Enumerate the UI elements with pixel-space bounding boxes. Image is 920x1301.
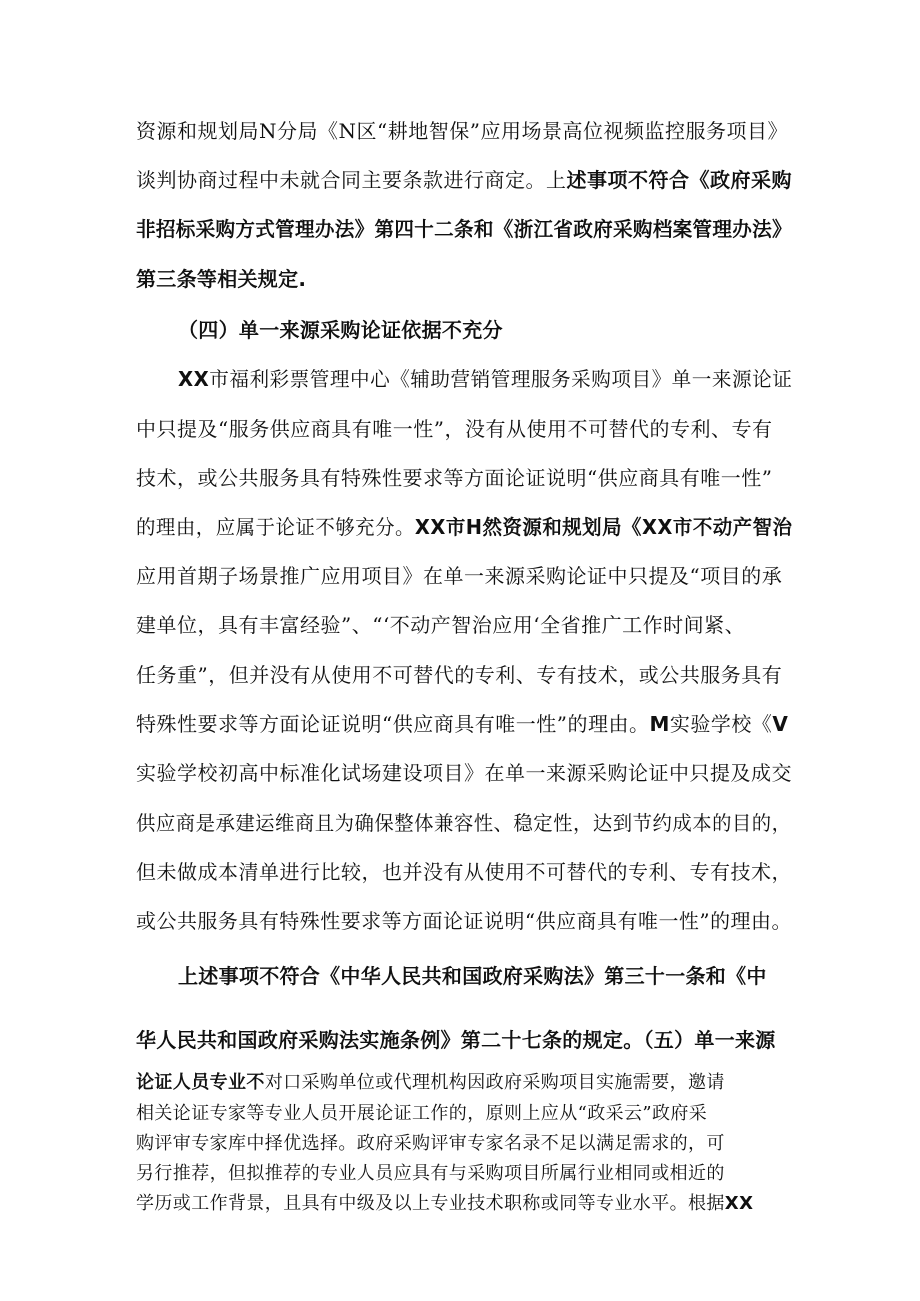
p2-line-8-text: 特殊性要求等方面论证说明“供应商具有唯一性”的理由。 (136, 712, 650, 736)
p4-line-4: 另行推荐，但拟推荐的专业人员应具有与采购项目所属行业相同或相近的 (136, 1163, 725, 1184)
p1-line-1: 资源和规划局N分局《N区“耕地智保”应用场景高位视频监控服务项目》 (136, 119, 788, 143)
p2-line-1 (178, 364, 792, 394)
p2-line-5: 应用首期子场景推广应用项目》在单一来源采购论证中只提及“项目的承 (136, 564, 783, 588)
p2-line-8-m: M (649, 712, 670, 736)
p2-line-11: 但未做成本清单进行比较，也并没有从使用不可替代的专利、专有技术， (136, 860, 792, 884)
p4-line-1-bold: 论证人员专业不 (136, 1072, 265, 1093)
p4-line-1-text: 对口采购单位或代理机构因政府采购项目实施需要，邀请 (264, 1072, 725, 1093)
p3-line-1: 上述事项不符合《中华人民共和国政府采购法》第三十一条和《中 (178, 964, 767, 988)
p4-line-5-text: 学历或工作背景，且具有中级及以上专业技术职称或同等专业水平。根据 (136, 1193, 725, 1214)
p3-line-2: 华人民共和国政府采购法实施条例》第二十七条的规定。（五）单一来源 (136, 1028, 776, 1052)
p2-line-12: 或公共服务具有特殊性要求等方面论证说明“供应商具有唯一性”的理由。 (136, 909, 792, 933)
p4-line-5-xx: XX (724, 1193, 754, 1214)
p1-line-2-bold: 述事项不符合《政府采购 (566, 168, 792, 192)
p1-line-2-regular: 谈判协商过程中未就合同主要条款进行商定。上 (136, 168, 567, 192)
p2-line-8-text2: 实验学校《 (669, 712, 773, 736)
p2-line-7: 任务重”，但并没有从使用不可替代的专利、专有技术，或公共服务具有 (136, 663, 783, 687)
p1-line-2 (136, 165, 792, 195)
p4-line-1 (136, 1070, 725, 1096)
p2-line-10: 供应商是承建运维商且为确保整体兼容性、稳定性，达到节约成本的目的， (136, 811, 792, 835)
p2-line-8 (136, 709, 788, 739)
p2-line-3: 技术，或公共服务具有特殊性要求等方面论证说明“供应商具有唯一性” (136, 466, 773, 490)
p4-line-2: 相关论证专家等专业人员开展论证工作的，原则上应从“政采云”政府采 (136, 1103, 708, 1124)
p2-xx: XX (178, 367, 210, 391)
section-heading-4: （四）单一来源采购论证依据不充分 (178, 318, 503, 342)
p4-line-3: 购评审专家库中择优选择。政府采购评审专家名录不足以满足需求的，可 (136, 1133, 725, 1154)
p2-line-2: 中只提及“服务供应商具有唯一性”，没有从使用不可替代的专利、专有 (136, 417, 773, 441)
p2-line-9: 实验学校初高中标准化试场建设项目》在单一来源采购论证中只提及成交 (136, 761, 792, 785)
p2-line-4-text: 的理由，应属于论证不够充分。 (136, 515, 415, 539)
p4-line-5 (136, 1191, 753, 1217)
p1-line-3: 非招标采购方式管理办法》第四十二条和《浙江省政府采购档案管理办法》 (136, 217, 792, 241)
p1-line-4: 第三条等相关规定. (136, 267, 307, 291)
p2-line-4 (136, 512, 792, 542)
p2-line-6: 建单位，具有丰富经验”、“‘不动产智治应用‘全省推广工作时间紧、 (136, 613, 746, 637)
p2-line-1-text: 市福利彩票管理中心《辅助营销管理服务采购项目》单一来源论证 (209, 367, 793, 391)
p2-line-4-bold: XX市H然资源和规划局《XX市不动产智治 (414, 515, 793, 539)
p2-line-8-v: V (772, 712, 789, 736)
